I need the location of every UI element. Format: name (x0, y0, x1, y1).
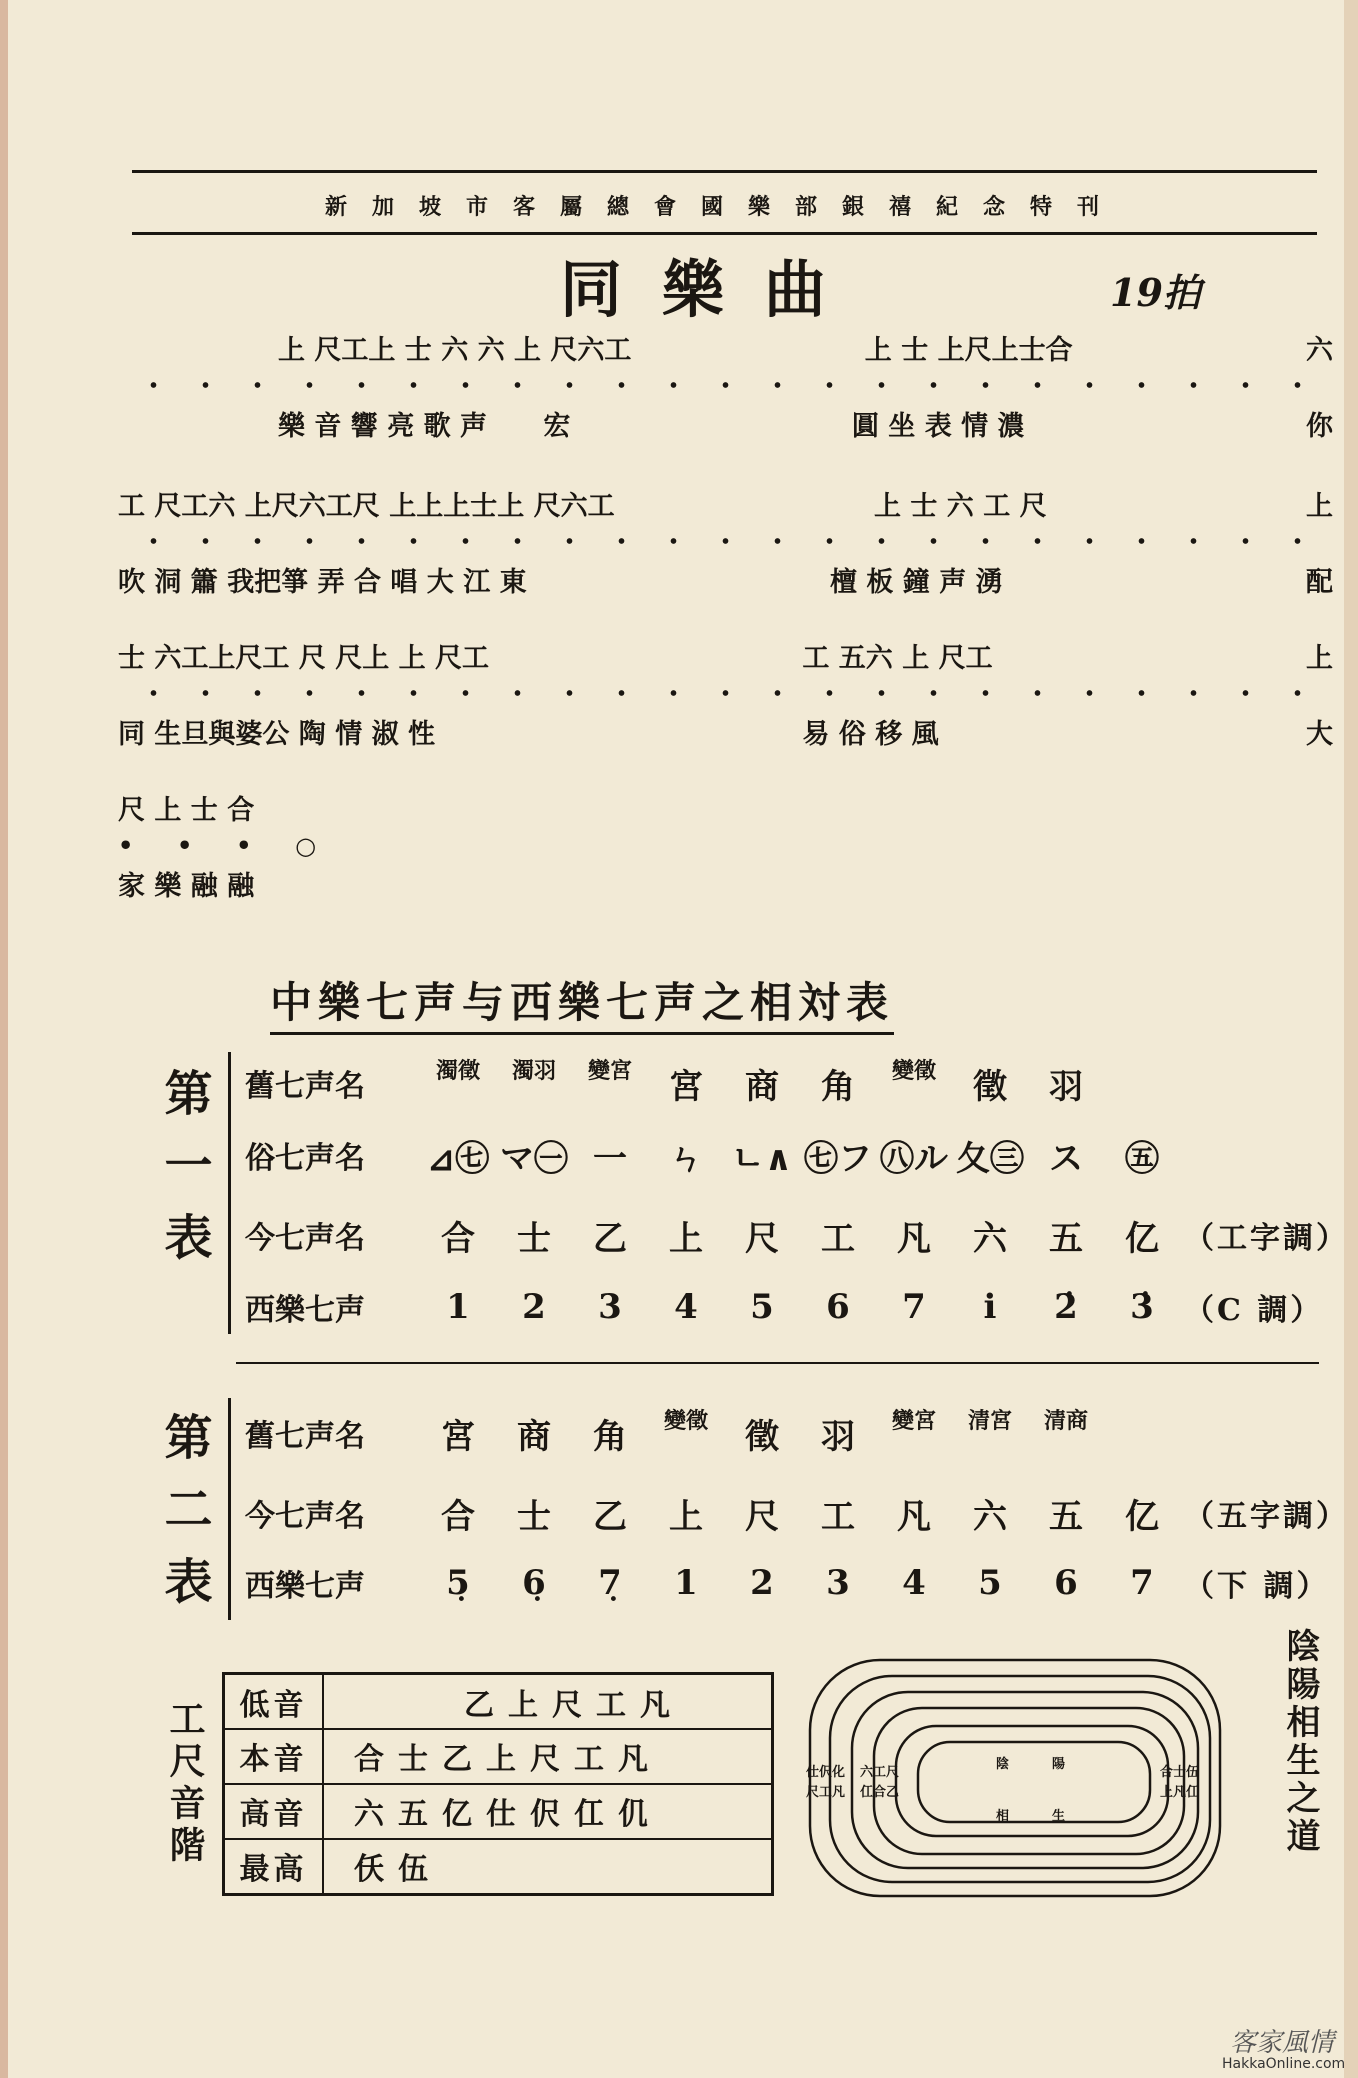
value-cell: 夂㊂ (956, 1138, 1024, 1179)
value-cell: 亿 (1125, 1218, 1159, 1259)
value-cell: ス (1049, 1138, 1083, 1179)
value-cell: 士 (517, 1218, 551, 1259)
scale-row (224, 1839, 773, 1895)
modern-names-row (245, 1210, 1349, 1260)
table-label: 第二表 (156, 1412, 212, 1628)
page-edge (0, 0, 8, 2078)
lyrics-row (118, 712, 1333, 750)
comparison-heading: 中樂七声与西樂七声之相対表 (270, 970, 894, 1035)
loop-glyph: 仕伬化 (806, 1765, 846, 1780)
loop-glyph: 生 (1052, 1809, 1066, 1824)
row-name: 西樂七声 (245, 1293, 365, 1328)
beat-dots (124, 366, 1327, 404)
value-cell: i (983, 1287, 997, 1327)
row-name: 俗七声名 (245, 1141, 365, 1176)
value-cell: 上 (669, 1218, 703, 1259)
beat-dots: • • • ○ (118, 830, 326, 860)
value-cell: ㊆フ (804, 1138, 872, 1179)
lyrics-segment: 易 俗 移 風 (802, 718, 939, 750)
value-cell: 4 (902, 1563, 926, 1603)
key-label: （下 調） (1184, 1569, 1330, 1604)
table-label: 第一表 (156, 1068, 212, 1284)
beat-dots (124, 674, 1327, 712)
notes-segment: 上 士 上尺上士合 (864, 334, 1073, 366)
row-name: 今七声名 (245, 1221, 365, 1256)
register-label: 高音 (224, 1784, 324, 1839)
row-name: 舊七声名 (245, 1069, 365, 1104)
value-cell: 1 (674, 1563, 698, 1603)
publication-header: 新加坡市客屬總會國樂部銀禧紀念特刊 (324, 194, 1124, 220)
loop-glyph: 上凡仜 (1160, 1785, 1200, 1800)
lyrics-segment: 你 (1306, 410, 1334, 442)
value-cell: 5 (750, 1287, 774, 1327)
loop-glyph: 仜合乙 (860, 1785, 900, 1800)
western-notes-row (245, 1282, 1323, 1332)
lyrics-row (118, 404, 1333, 442)
inner-loop (918, 1742, 1150, 1822)
value-cell: ㄣ (669, 1138, 703, 1179)
scale-row (224, 1729, 773, 1784)
key-label: （五字調） (1184, 1499, 1349, 1534)
lyrics-row (118, 560, 1333, 598)
value-cell: 濁徵 (435, 1057, 480, 1084)
value-cell: 6 (1054, 1563, 1078, 1603)
watermark-logo: 客家風情 (1230, 2028, 1335, 2058)
value-cell: 羽 (821, 1416, 855, 1457)
notes-row (118, 636, 1333, 674)
table-divider (228, 1052, 231, 1334)
value-cell: 尺 (745, 1218, 779, 1259)
notes-row (118, 484, 1333, 522)
value-cell: 4 (674, 1287, 698, 1327)
notes-segment: 士 六工上尺工 尺 尺上 上 尺工 (118, 642, 489, 674)
notes-segment: 尺 上 士 合 (118, 794, 255, 826)
loop-glyph: 尺工凡 (806, 1785, 846, 1800)
value-cell: 合 (441, 1496, 475, 1537)
beat-marks-row (118, 366, 1333, 404)
scale-row (224, 1784, 773, 1839)
value-cell: 角 (593, 1416, 627, 1457)
value-cell: 工 (821, 1218, 855, 1259)
notes-segment: 上 士 六 工 尺 (874, 490, 1047, 522)
value-cell: 上 (669, 1496, 703, 1537)
value-cell: ㄴ∧ (731, 1138, 793, 1179)
value-cell: 7 (1130, 1563, 1154, 1603)
notes-segment: 上 (1306, 490, 1333, 522)
lyrics-row (118, 864, 358, 902)
value-cell: 五 (1049, 1218, 1083, 1259)
value-cell: 合 (441, 1218, 475, 1259)
value-cell: 6̣ (522, 1563, 546, 1603)
value-cell: 5̣ (446, 1563, 470, 1603)
table-divider (228, 1398, 231, 1620)
lyrics-segment: 檀 板 鐘 声 湧 (830, 566, 1003, 598)
value-cell: 工 (821, 1496, 855, 1537)
modern-names-row (245, 1488, 1349, 1538)
value-cell: マ㊀ (500, 1138, 568, 1179)
key-label: （工字調） (1184, 1221, 1349, 1256)
value-cell: 3 (598, 1287, 622, 1327)
value-cell: 2̇ (1054, 1287, 1078, 1327)
score-stave (118, 636, 1333, 750)
beat-marks-row (118, 522, 1333, 560)
loop (852, 1692, 1198, 1868)
register-notes: 乙上尺工凡 (323, 1674, 773, 1730)
value-cell: 6 (826, 1287, 850, 1327)
notes-segment: 工 尺工六 上尺六工尺 上上上士上 尺六工 (118, 490, 615, 522)
lyrics-segment: 圓 坐 表 情 濃 (851, 410, 1025, 442)
lyrics-segment: 配 (1306, 566, 1333, 598)
value-cell: 徵 (973, 1066, 1007, 1107)
loop-glyph: 陽 (1052, 1757, 1066, 1772)
value-cell: 濁羽 (511, 1057, 556, 1084)
old-names-row (245, 1058, 1104, 1108)
row-name: 舊七声名 (245, 1419, 365, 1454)
value-cell: 凡 (897, 1218, 931, 1259)
value-cell: 變宮 (587, 1057, 632, 1084)
notes-segment: 工 五六 上 尺工 (802, 642, 993, 674)
register-label: 低音 (224, 1674, 324, 1730)
key-label: （C 調） (1184, 1293, 1324, 1328)
value-cell: 徵 (745, 1416, 779, 1457)
notes-row (118, 328, 1333, 366)
value-cell: 2 (750, 1563, 774, 1603)
value-cell: 羽 (1049, 1066, 1083, 1107)
value-cell: 角 (821, 1066, 855, 1107)
value-cell: 清商 (1043, 1407, 1088, 1434)
row-name: 今七声名 (245, 1499, 365, 1534)
loop-glyph: 六工尺 (860, 1765, 900, 1780)
notes-row (118, 788, 358, 826)
yinyang-loop-diagram (790, 1648, 1260, 1910)
watermark-site: HakkaOnline.com (1222, 2056, 1346, 2072)
notes-segment: 上 尺工上 士 六 六 上 尺六工 (278, 334, 632, 366)
value-cell: 宮 (441, 1416, 475, 1457)
value-cell: 乙 (593, 1496, 627, 1537)
loop-glyph: 合士伍 (1160, 1765, 1200, 1780)
value-cell: 7̣ (598, 1563, 622, 1603)
score-beats: 19拍 (1110, 270, 1201, 315)
value-cell: 商 (745, 1066, 779, 1107)
register-label: 本音 (224, 1729, 324, 1784)
western-notes-row (245, 1558, 1329, 1608)
folk-names-row (245, 1130, 1180, 1180)
register-notes: 合士乙上尺工凡 (323, 1729, 773, 1784)
value-cell: ㊄ (1125, 1138, 1159, 1179)
yinyang-caption: 陰陽相生之道 (1280, 1628, 1320, 1856)
register-label: 最高 (224, 1839, 324, 1895)
score-stave (118, 484, 1333, 598)
value-cell: 五 (1049, 1496, 1083, 1537)
value-cell: 士 (517, 1496, 551, 1537)
value-cell: 一 (593, 1138, 627, 1179)
score-stave (118, 788, 358, 902)
lyrics-segment: 同 生旦與婆公 陶 情 淑 性 (118, 718, 435, 750)
lyrics-segment: 吹 洞 簫 我把箏 弄 合 唱 大 江 東 (118, 566, 527, 598)
value-cell: 變徵 (891, 1057, 936, 1084)
lyrics-segment: 樂 音 響 亮 歌 声 宏 (278, 410, 571, 442)
register-notes: 仸伍 (323, 1839, 773, 1895)
header-rule-bottom (132, 232, 1317, 235)
scale-title: 工尺音階 (164, 1700, 206, 1868)
value-cell: 1 (446, 1287, 470, 1327)
row-name: 西樂七声 (245, 1569, 365, 1604)
value-cell: 2 (522, 1287, 546, 1327)
register-notes: 六五亿仕伬仜仉 (323, 1784, 773, 1839)
value-cell: 六 (973, 1496, 1007, 1537)
page-edge (1344, 0, 1358, 2078)
value-cell: 5 (978, 1563, 1002, 1603)
value-cell: 乙 (593, 1218, 627, 1259)
loop-glyph: 相 (996, 1809, 1010, 1824)
value-cell: 3̇ (1130, 1287, 1154, 1327)
notes-segment: 上 (1306, 642, 1334, 674)
table-separator (236, 1362, 1319, 1364)
beat-marks-row (118, 674, 1333, 712)
value-cell: 宮 (669, 1066, 703, 1107)
value-cell: 7 (902, 1287, 926, 1327)
value-cell: 變宮 (891, 1407, 936, 1434)
beat-dots (124, 522, 1327, 560)
header-rule-top (132, 170, 1317, 173)
value-cell: 3 (826, 1563, 850, 1603)
value-cell: 商 (517, 1416, 551, 1457)
value-cell: 清宮 (967, 1407, 1012, 1434)
value-cell: 凡 (897, 1496, 931, 1537)
value-cell: 亿 (1125, 1496, 1159, 1537)
value-cell: 尺 (745, 1496, 779, 1537)
value-cell: ㊇ル (880, 1138, 948, 1179)
loop-glyph: 陰 (996, 1757, 1010, 1772)
notes-segment: 六 (1306, 334, 1333, 366)
value-cell: 六 (973, 1218, 1007, 1259)
value-cell: 變徵 (663, 1407, 708, 1434)
lyrics-segment: 家 樂 融 融 (118, 870, 255, 902)
scale-table (222, 1672, 774, 1896)
scale-row (224, 1674, 773, 1730)
old-names-row (245, 1408, 1104, 1458)
value-cell: ⊿㊆ (426, 1138, 490, 1179)
score-stave (118, 328, 1333, 442)
lyrics-segment: 大 (1306, 718, 1334, 750)
score-title: 同樂曲 (560, 253, 867, 326)
beat-marks-row (118, 826, 358, 864)
